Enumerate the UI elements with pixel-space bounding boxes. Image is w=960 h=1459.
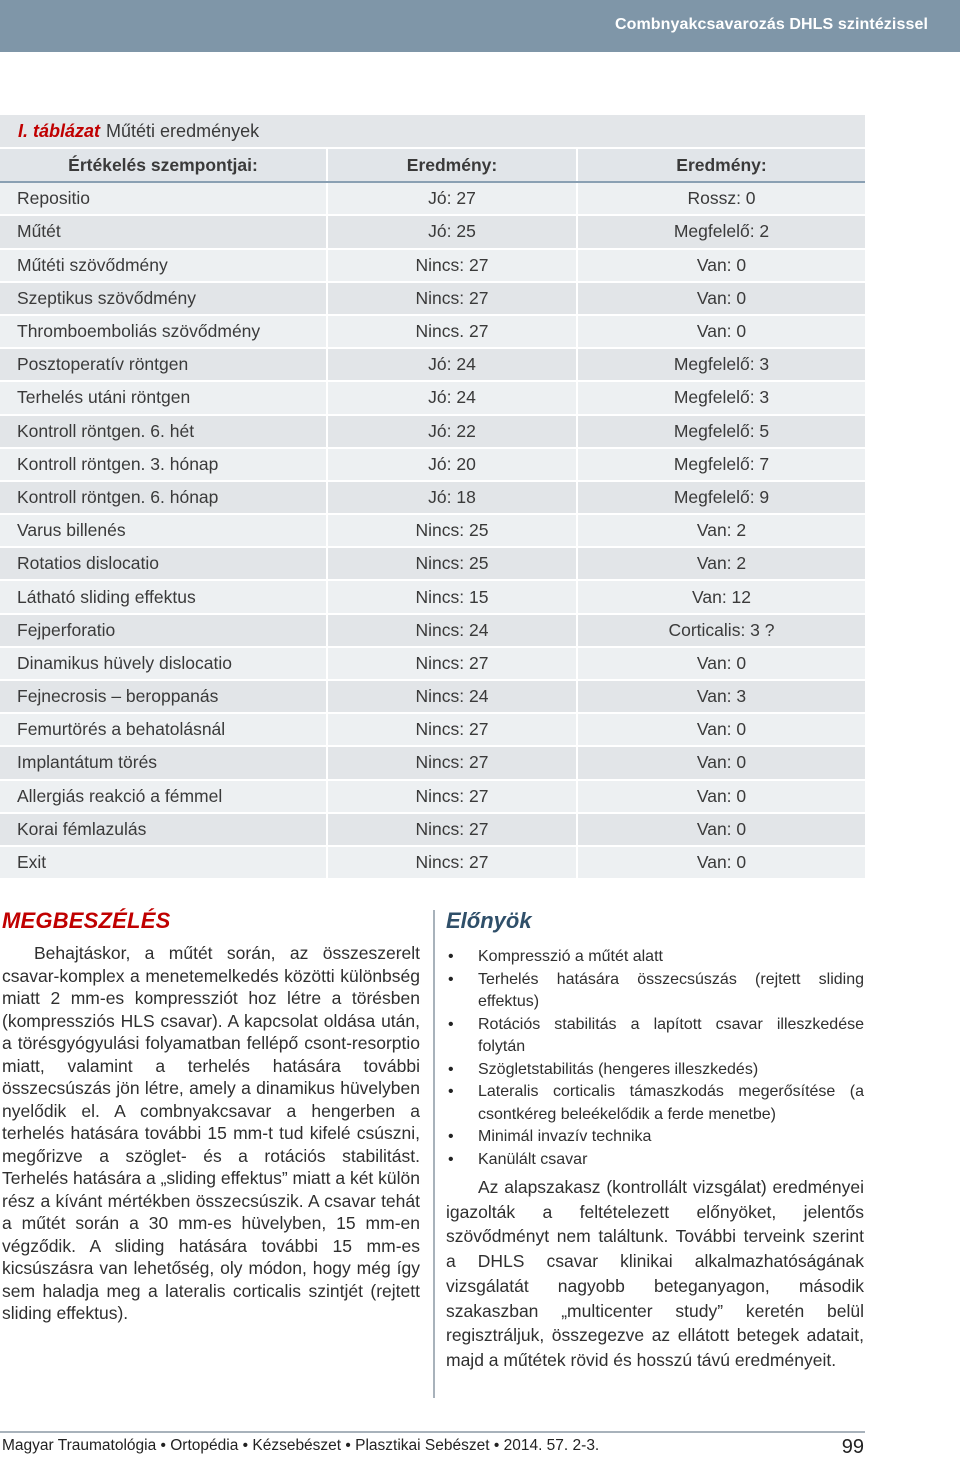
header-result-1: Eredmény: — [327, 149, 577, 182]
conclusion-text: Az alapszakasz (kontrollált vizsgálat) eredményei igazolták a feltételezett előnyöket, jelentős szövődményt nem találtunk. További terveink szerint a DHLS csavar klinikai alkalmazhatóságának vizsgálatát nagyobb beteganyagon, második szakaszban „multicenter study” keretén belül regisztráljuk, összegezve az ellátott betegek adatait, majd a műtétek rövid és hosszú távú eredményeit. — [446, 1177, 864, 1370]
table-row — [0, 415, 865, 448]
result-good-cell: Nincs: 25 — [327, 547, 577, 580]
result-good-cell: Nincs: 27 — [327, 647, 577, 680]
criteria-cell: Exit — [0, 846, 327, 879]
table-row — [0, 813, 865, 846]
result-good-cell: Nincs: 24 — [327, 614, 577, 647]
criteria-cell: Varus billenés — [0, 514, 327, 547]
criteria-cell: Műtéti szövődmény — [0, 249, 327, 282]
criteria-cell: Posztoperatív röntgen — [0, 348, 327, 381]
criteria-cell: Kontroll röntgen. 3. hónap — [0, 448, 327, 481]
criteria-cell: Thromboemboliás szövődmény — [0, 315, 327, 348]
result-good-cell: Nincs: 25 — [327, 514, 577, 547]
advantage-text: Terhelés hatására összecsúszás (rejtett sliding effektus) — [478, 970, 864, 1010]
result-good-cell: Nincs: 27 — [327, 780, 577, 813]
result-good-cell: Jó: 18 — [327, 481, 577, 514]
table-row — [0, 282, 865, 315]
header-result-2: Eredmény: — [577, 149, 865, 182]
result-other-cell: Van: 0 — [577, 780, 865, 813]
result-other-cell: Van: 0 — [577, 713, 865, 746]
result-good-cell: Jó: 25 — [327, 215, 577, 248]
table-row — [0, 580, 865, 613]
bullet-icon: • — [448, 1060, 454, 1078]
advantage-text: Kanülált csavar — [478, 1150, 588, 1168]
result-other-cell: Van: 2 — [577, 514, 865, 547]
result-other-cell: Megfelelő: 3 — [577, 381, 865, 414]
result-other-cell: Megfelelő: 2 — [577, 215, 865, 248]
result-other-cell: Megfelelő: 5 — [577, 415, 865, 448]
footer-divider — [0, 1431, 865, 1433]
advantage-text: Minimál invazív technika — [478, 1128, 652, 1145]
result-other-cell: Megfelelő: 7 — [577, 448, 865, 481]
advantage-item — [446, 969, 864, 1014]
running-title: Combnyakcsavarozás DHLS szintézissel — [614, 16, 928, 33]
criteria-cell: Terhelés utáni röntgen — [0, 381, 327, 414]
result-other-cell: Megfelelő: 3 — [577, 348, 865, 381]
discussion-column — [2, 908, 420, 1325]
result-good-cell: Nincs: 27 — [327, 713, 577, 746]
table-row — [0, 547, 865, 580]
bullet-icon: • — [448, 1015, 454, 1033]
criteria-cell: Látható sliding effektus — [0, 580, 327, 613]
criteria-cell: Szeptikus szövődmény — [0, 282, 327, 315]
results-table-block — [0, 115, 865, 880]
criteria-cell: Kontroll röntgen. 6. hét — [0, 415, 327, 448]
bullet-icon: • — [448, 948, 454, 965]
bullet-icon: • — [448, 1083, 454, 1100]
advantage-item — [446, 1149, 864, 1172]
result-other-cell: Megfelelő: 9 — [577, 481, 865, 514]
result-other-cell: Corticalis: 3 ? — [577, 614, 865, 647]
table-row — [0, 713, 865, 746]
table-caption-label: I. táblázat — [18, 120, 101, 141]
result-good-cell: Jó: 24 — [327, 381, 577, 414]
advantage-text: Kompresszió a műtét alatt — [478, 948, 663, 965]
criteria-cell: Repositio — [0, 182, 327, 215]
criteria-cell: Fejnecrosis – beroppanás — [0, 680, 327, 713]
table-row — [0, 481, 865, 514]
table-row — [0, 614, 865, 647]
table-row — [0, 348, 865, 381]
result-good-cell: Jó: 27 — [327, 182, 577, 215]
table-row — [0, 315, 865, 348]
advantages-list — [446, 946, 864, 1171]
result-good-cell: Jó: 20 — [327, 448, 577, 481]
table-header-row — [0, 149, 865, 182]
criteria-cell: Allergiás reakció a fémmel — [0, 780, 327, 813]
advantage-item — [446, 1014, 864, 1059]
table-row — [0, 249, 865, 282]
table-row — [0, 381, 865, 414]
advantage-item — [446, 946, 864, 969]
advantage-item — [446, 1081, 864, 1126]
table-row — [0, 647, 865, 680]
criteria-cell: Implantátum törés — [0, 746, 327, 779]
result-other-cell: Van: 0 — [577, 846, 865, 879]
result-good-cell: Nincs: 27 — [327, 249, 577, 282]
result-good-cell: Nincs. 27 — [327, 315, 577, 348]
result-other-cell: Van: 0 — [577, 746, 865, 779]
result-other-cell: Van: 0 — [577, 647, 865, 680]
header-criteria: Értékelés szempontjai: — [0, 149, 327, 182]
result-good-cell: Nincs: 27 — [327, 746, 577, 779]
table-row — [0, 780, 865, 813]
header-bar — [0, 0, 960, 52]
result-other-cell: Van: 0 — [577, 282, 865, 315]
table-row — [0, 182, 865, 215]
result-good-cell: Nincs: 27 — [327, 846, 577, 879]
table-caption-text: Műtéti eredmények — [106, 120, 260, 141]
result-other-cell: Van: 0 — [577, 813, 865, 846]
advantage-text: Szögletstabilitás (hengeres illeszkedés) — [478, 1060, 759, 1078]
bullet-icon: • — [448, 970, 454, 988]
discussion-text: Behajtáskor, a műtét során, az összeszerelt csavar-komplex a menetemelkedés közötti különbség miatt 2 mm-es kompressziót hoz létre a törésben (kompressziós HLS csavar). A kapcsolat oldása után, a törésgyógyulási folyamatban fellépő csont-resorptio miatt, valamint a terhelés hatására további összecsúszás jön létre, amely a dinamikus hüvelyben nyelődik el. A combnyakcsavar a hengerben a terhelés hatására további 15 mm-t tud kifelé csúszni, megőrizve a szöglet- és a rotációs stabilitást. Terhelés hatására a „sliding effektus” miatt a két külön rész a kívánt mértékben összecsúszik. A csavar tehát a műtét során a 30 mm-es hüvelyben, 15 mm-en végződik. A sliding hatására további 15 mm-es kicsúszásra van lehetőség, oly módon, hogy még így sem haladja meg a lateralis corticalis szintjét (rejtett sliding effektus). — [2, 943, 420, 1323]
discussion-title: MEGBESZÉLÉS — [2, 908, 171, 933]
criteria-cell: Rotatios dislocatio — [0, 547, 327, 580]
criteria-cell: Műtét — [0, 215, 327, 248]
table-row — [0, 215, 865, 248]
result-other-cell: Van: 12 — [577, 580, 865, 613]
result-other-cell: Van: 3 — [577, 680, 865, 713]
criteria-cell: Femurtörés a behatolásnál — [0, 713, 327, 746]
result-other-cell: Van: 0 — [577, 249, 865, 282]
result-good-cell: Jó: 22 — [327, 415, 577, 448]
bullet-icon: • — [448, 1128, 454, 1145]
criteria-cell: Korai fémlazulás — [0, 813, 327, 846]
result-good-cell: Nincs: 27 — [327, 282, 577, 315]
results-table — [0, 149, 865, 880]
table-row — [0, 448, 865, 481]
column-divider — [433, 910, 435, 1398]
advantages-title: Előnyök — [446, 908, 532, 933]
bullet-icon: • — [448, 1150, 454, 1168]
result-other-cell: Van: 2 — [577, 547, 865, 580]
table-caption — [0, 115, 865, 149]
result-good-cell: Nincs: 24 — [327, 680, 577, 713]
result-good-cell: Nincs: 15 — [327, 580, 577, 613]
table-body — [0, 182, 865, 879]
table-row — [0, 746, 865, 779]
result-good-cell: Jó: 24 — [327, 348, 577, 381]
criteria-cell: Dinamikus hüvely dislocatio — [0, 647, 327, 680]
advantage-text: Rotációs stabilitás a lapított csavar illeszkedése folytán — [478, 1015, 864, 1055]
advantage-text: Lateralis corticalis támaszkodás megerősítése (a csontkéreg beleékelődik a ferde menetbe) — [478, 1083, 864, 1123]
result-good-cell: Nincs: 27 — [327, 813, 577, 846]
table-row — [0, 514, 865, 547]
result-other-cell: Van: 0 — [577, 315, 865, 348]
table-row — [0, 846, 865, 879]
advantage-item — [446, 1059, 864, 1082]
criteria-cell: Kontroll röntgen. 6. hónap — [0, 481, 327, 514]
result-other-cell: Rossz: 0 — [577, 182, 865, 215]
journal-citation: Magyar Traumatológia • Ortopédia • Kézsebészet • Plasztikai Sebészet • 2014. 57. 2-3. — [2, 1437, 600, 1454]
page-number: 99 — [841, 1436, 864, 1458]
criteria-cell: Fejperforatio — [0, 614, 327, 647]
table-row — [0, 680, 865, 713]
advantage-item — [446, 1126, 864, 1149]
advantages-column — [446, 908, 864, 1373]
